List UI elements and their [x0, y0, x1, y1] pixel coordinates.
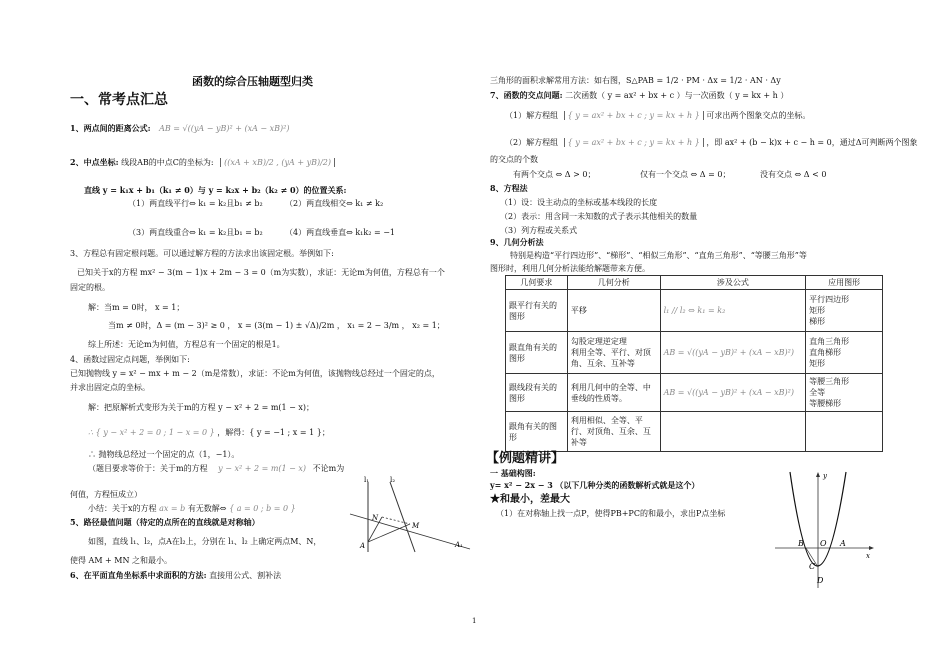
item-7-1-a: （1）解方程组	[505, 111, 559, 120]
item-8: 8、方程法	[490, 183, 528, 193]
item-3-conclusion: 综上所述：无论m为何值，方程总有一个固定的根是1。	[88, 340, 285, 349]
label-a1: A₁	[455, 541, 463, 549]
relation-coincide: （3）两直线重合⇔ k₁ = k₂且b₁ = b₂	[128, 228, 263, 237]
summary-condition: { a = 0 ; b = 0 }	[229, 504, 296, 513]
item-3: 3、方程总有固定根问题。可以通过解方程的方法求出该固定根。举例如下:	[70, 249, 334, 258]
parabola-figure	[770, 470, 875, 590]
item-6-text: 直接用公式、割补法	[209, 571, 282, 580]
basic-construct-heading: 一 基础构图:	[490, 468, 536, 478]
item-9-text-2: 图形时，利用几何分析法能给解题带来方便。	[490, 264, 650, 273]
item-7-2-c: ，即 ax² + (b − k)x + c − h = 0，通过Δ可判断两个图象	[706, 138, 918, 147]
page-number: 1	[472, 617, 477, 625]
item-1-label: 1、两点间的距离公式:	[70, 123, 151, 133]
table-cell-analysis: 利用几何中的全等、中垂线的性质等。	[567, 374, 660, 412]
item-2-label: 2、中点坐标:	[70, 157, 119, 167]
item-4-solution-1: 解：把原解析式变形为关于m的方程 y − x² + 2 = m(1 − x)；	[88, 403, 315, 412]
note-part-a: （题目要求等价于：关于m的方程	[88, 464, 208, 473]
table-cell-shape	[806, 412, 883, 452]
label-c: C	[809, 562, 816, 571]
table-row	[506, 290, 883, 332]
item-6	[70, 571, 281, 580]
item-4-note-line2: 何值，方程恒成立）	[70, 490, 142, 499]
item-2	[70, 158, 335, 167]
table-cell-formula	[660, 412, 806, 452]
label-y: y	[823, 472, 827, 480]
area-method: 三角形的面积求解常用方法：如右图，S△PAB = 1/2 · PM · Δx = 1/2 · AN · Δy	[490, 76, 781, 85]
label-d: D	[817, 576, 824, 585]
table-cell-req: 跟线段有关的图形	[506, 374, 568, 412]
item-8-3: （3）列方程或关系式	[500, 226, 578, 235]
table-cell-formula: l₁ // l₂ ⇔ k₁ = k₂	[660, 290, 806, 332]
label-b: B	[798, 539, 804, 548]
item-4-note	[88, 464, 344, 473]
relation-intersect: （2）两直线相交⇔ k₁ ≠ k₂	[285, 199, 384, 208]
section-heading-1: 一、常考点汇总	[70, 92, 168, 108]
section-heading-2: 【例题精讲】	[486, 451, 565, 466]
table-cell-shape: 直角三角形 直角梯形 矩形	[806, 332, 883, 374]
summary-part-c: 有无数解⇔	[187, 504, 227, 513]
label-m: M	[412, 522, 420, 530]
item-9-text-1: 特别是构造“平行四边形”、“梯形”、“相似三角形”、“直角三角形”、“等腰三角形”等	[510, 251, 807, 260]
note-part-c: 不论m为	[312, 464, 345, 473]
item-8-1: （1）设：设主动点的坐标或基本线段的长度	[500, 198, 658, 207]
relation-perpendicular: （4）两直线垂直⇔ k₁k₂ = −1	[285, 228, 396, 237]
label-l2: l₂	[390, 476, 396, 484]
item-7-1	[505, 111, 810, 120]
table-cell-formula: AB = √((yA − yB)² + (xA − xB)²)	[660, 374, 806, 412]
item-9: 9、几何分析法	[490, 237, 544, 247]
segment-am	[368, 524, 410, 542]
item-7-2-a: （2）解方程组	[505, 138, 559, 147]
table-header-row	[506, 276, 883, 290]
item-4-example-line2: 并求出固定点的坐标。	[70, 383, 150, 392]
table-cell-shape: 平行四边形 矩形 梯形	[806, 290, 883, 332]
item-2-text: 线段AB的中点C的坐标为:	[121, 158, 214, 167]
midpoint-formula: ((xA + xB)/2 , (yA + yB)/2)	[220, 158, 335, 167]
function-line	[490, 481, 699, 490]
table-cell-req: 跟直角有关的图形	[506, 332, 568, 374]
item-4: 4、函数过固定点问题，举例如下:	[70, 355, 190, 364]
item-3-example-line2: 固定的根。	[70, 283, 110, 292]
table-cell-req: 跟角有关的图形	[506, 412, 568, 452]
label-l1: l₁	[364, 476, 370, 484]
table-row	[506, 332, 883, 374]
table-cell-req: 跟平行有关的图形	[506, 290, 568, 332]
label-a: A	[840, 539, 846, 548]
item-7-1-system: { y = ax² + bx + c ; y = kx + h }	[564, 111, 704, 120]
item-3-solution-2: 当m ≠ 0时，Δ = (m − 3)² ≥ 0 ， x = (3(m − 1) ± √Δ)/2m ， x₁ = 2 − 3/m ， x₂ = 1；	[108, 321, 445, 330]
system-equations: ∴ { y − x² + 2 = 0 ; 1 − x = 0 }	[88, 428, 215, 437]
table-header-cell: 几何要求	[506, 276, 568, 290]
table-header-cell: 应用图形	[806, 276, 883, 290]
geometry-table	[505, 275, 883, 452]
segment-dashed	[382, 517, 410, 524]
item-3-solution-1: 解：当m = 0时， x = 1；	[88, 303, 185, 312]
case-two-points: 有两个交点 ⇔ Δ > 0；	[513, 170, 596, 179]
table-row	[506, 412, 883, 452]
sum-min-heading: ★和最小，差最大	[490, 494, 570, 505]
x-axis-arrow	[869, 546, 874, 550]
line-relations-heading: 直线 y = k₁x + b₁（k₁ ≠ 0）与 y = k₂x + b₂（k₂ ≠ 0）的位置关系:	[84, 185, 347, 195]
item-7-1-c: 可求出两个图象交点的坐标。	[706, 111, 811, 120]
table-cell-shape: 等腰三角形 全等 等腰梯形	[806, 374, 883, 412]
relation-parallel: （1）两直线平行⇔ k₁ = k₂且b₁ ≠ b₂	[128, 199, 263, 208]
y-axis-arrow	[816, 472, 820, 477]
summary-equation: ax = b	[159, 504, 186, 513]
item-3-example-line1: 已知关于x的方程 mx² − 3(m − 1)x + 2m − 3 = 0（m为实数），求证：无论m为何值，方程总有一个	[77, 268, 445, 277]
item-4-solution-2	[88, 428, 330, 437]
item-7-2-system: { y = ax² + bx + c ; y = kx + h }	[564, 138, 704, 147]
item-7-2	[505, 138, 918, 147]
item-5: 5、路径最值问题（待定的点所在的直线就是对称轴）	[70, 517, 260, 527]
item-5-text-1: 如图，直线 l₁、l₂，点A在l₂上，分别在 l₁、l₂ 上确定两点M、N，	[88, 537, 322, 546]
item-7-2-d: 的交点的个数	[490, 155, 538, 164]
item-4-summary	[88, 504, 296, 513]
item-7-text: 二次函数（ y = ax² + bx + c ）与一次函数（ y = kx + h ）	[565, 91, 789, 100]
label-x: x	[866, 552, 870, 560]
function-note: （以下几种分类的函数解析式就是这个）	[555, 480, 700, 490]
summary-part-a: 小结：关于x的方程	[88, 504, 157, 513]
distance-formula: AB = √((yA − yB)² + (xA − xB)²)	[159, 124, 290, 133]
table-cell-analysis: 平移	[567, 290, 660, 332]
table-header-cell: 几何分析	[567, 276, 660, 290]
item-6-label: 6、在平面直角坐标系中求面积的方法:	[70, 570, 207, 580]
note-equation: y − x² + 2 = m(1 − x)	[218, 464, 307, 473]
item-4-example-line1: 已知抛物线 y = x² − mx + m − 2（m是常数），求证：不论m为何值，该抛物线总经过一个固定的点，	[70, 369, 440, 378]
line-l2	[390, 482, 415, 552]
item-1	[70, 124, 290, 133]
item-4-solution-3: ∴ 抛物线总经过一个固定的点（1，−1）。	[88, 450, 240, 459]
table-cell-formula: AB = √((yA − yB)² + (xA − xB)²)	[660, 332, 806, 374]
table-cell-analysis: 利用相似、全等、平行、对顶角、互余、互补等	[567, 412, 660, 452]
table-cell-analysis: 勾股定理逆定理 利用全等、平行、对顶角、互余、互补等	[567, 332, 660, 374]
item-5-text-2: 使得 AM + MN 之和最小。	[70, 556, 173, 565]
table-row	[506, 374, 883, 412]
label-a: A	[360, 542, 366, 550]
label-n: N	[372, 514, 379, 522]
item-8-2: （2）表示：用含同一未知数的式子表示其他相关的数量	[500, 212, 698, 221]
case-no-point: 没有交点 ⇔ Δ < 0	[760, 170, 827, 179]
function-expression: y= x² − 2x − 3	[490, 480, 553, 490]
question-1: （1）在对称轴上找一点P，使得PB+PC的和最小，求出P点坐标	[496, 509, 726, 518]
system-solution: ，解得：{ y = −1 ; x = 1 }；	[217, 428, 330, 437]
label-o: O	[820, 539, 827, 548]
table-header-cell: 涉及公式	[660, 276, 806, 290]
case-one-point: 仅有一个交点 ⇔ Δ = 0；	[640, 170, 731, 179]
item-7-label: 7、函数的交点问题:	[490, 90, 563, 100]
path-figure	[340, 474, 475, 559]
item-7	[490, 91, 788, 100]
page-title: 函数的综合压轴题型归类	[192, 75, 313, 88]
